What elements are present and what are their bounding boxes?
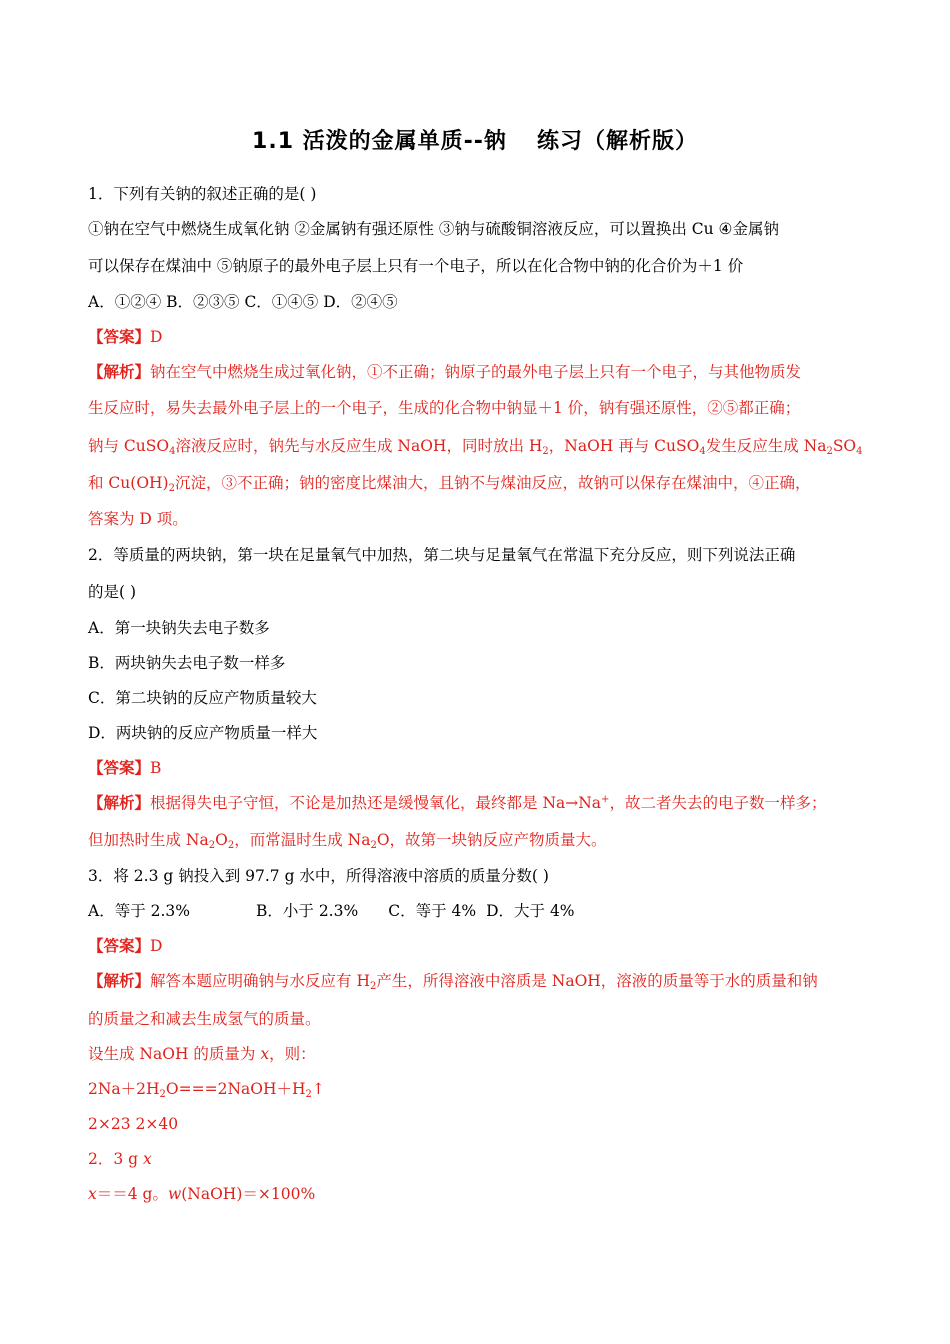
q3-ratio-line2: 2．3 g x	[88, 1150, 152, 1168]
title-main: 1.1 活泼的金属单质--钠	[252, 129, 507, 154]
q1-answer	[88, 327, 162, 347]
answer-label: 【答案】	[88, 936, 151, 955]
q1-analysis-line4: 和 $Cu(OH)_2$沉淀，③不正确；钠的密度比煤油大，且钠不与煤油反应，故钠可以保存在煤油中，④正确，	[88, 474, 811, 494]
q3-result: x＝＝4 g。w(NaOH)＝×100%	[88, 1185, 316, 1203]
q3-analysis-line1: 【解析】解答本题应明确钠与水反应有 $H_2$产生，所得溶液中溶质是 NaOH，溶液的质量等于水的质量和钠	[88, 971, 818, 992]
answer-label: 【答案】	[88, 327, 151, 346]
title-sub: 练习（解析版）	[536, 129, 698, 154]
q3-options	[88, 901, 575, 921]
q3-option-c: C．等于 4%	[388, 902, 477, 920]
q1-analysis-line3: 钠与 CuSO$_4$溶液反应时，钠先与水反应生成 NaOH，同时放出 $H_2$，NaOH 再与 CuSO$_4$发生反应生成 $Na_2SO_4$	[88, 437, 863, 457]
q1-analysis-line2: 生反应时，易失去最外电子层上的一个电子，生成的化合物中钠显＋1 价，钠有强还原性，②⑤都正确；	[88, 399, 801, 417]
q3-equation: $2Na+2H_2O===2NaOH+H_2↑$	[88, 1080, 325, 1100]
answer-value: D	[150, 937, 163, 955]
q1-statements-line1: ①钠在空气中燃烧生成氧化钠 ②金属钠有强还原性 ③钠与硫酸铜溶液反应，可以置换出 Cu ④金属钠	[88, 220, 779, 238]
q2-option-c: C．第二块钠的反应产物质量较大	[88, 689, 317, 707]
q2-stem-line2: 的是( )	[88, 583, 137, 601]
q2-answer	[88, 758, 161, 778]
analysis-label: 【解析】	[88, 793, 151, 812]
q2-option-d: D．两块钠的反应产物质量一样大	[88, 724, 318, 742]
q2-stem-line1: 2．等质量的两块钠，第一块在足量氧气中加热，第二块与足量氧气在常温下充分反应，则下列说法正确	[88, 546, 796, 564]
q2-analysis-line2: 但加热时生成 $Na_2O_2$，而常温时生成 $Na_2O$，故第一块钠反应产物质量大。	[88, 831, 607, 851]
q3-answer	[88, 936, 162, 956]
analysis-label: 【解析】	[88, 362, 151, 381]
answer-value: B	[150, 759, 162, 777]
q3-option-b: B．小于 2.3%	[256, 902, 359, 920]
q3-analysis-line3: 设生成 NaOH 的质量为 x，则：	[88, 1045, 316, 1063]
analysis-text: 钠在空气中燃烧生成过氧化钠，①不正确；钠原子的最外电子层上只有一个电子，与其他物质发	[150, 363, 802, 381]
q3-stem: 3．将 2.3 g 钠投入到 97.7 g 水中，所得溶液中溶质的质量分数( )	[88, 867, 549, 885]
q2-option-a: A．第一块钠失去电子数多	[88, 619, 270, 637]
q2-option-b: B．两块钠失去电子数一样多	[88, 654, 286, 672]
q3-option-a: A．等于 2.3%	[88, 902, 190, 920]
q1-statements-line2: 可以保存在煤油中 ⑤钠原子的最外电子层上只有一个电子，所以在化合物中钠的化合价为＋1 价	[88, 257, 744, 275]
q3-analysis-line2: 的质量之和减去生成氢气的质量。	[88, 1010, 321, 1028]
page-title	[0, 124, 950, 155]
answer-label: 【答案】	[88, 758, 151, 777]
q1-analysis-line5: 答案为 D 项。	[88, 510, 188, 528]
q1-analysis-line1	[88, 362, 801, 382]
analysis-label: 【解析】	[88, 971, 151, 990]
q2-analysis-line1: 【解析】根据得失电子守恒，不论是加热还是缓慢氧化，最终都是 Na→Na+，故二者失去的电子数一样多；	[88, 793, 827, 812]
answer-value: D	[150, 328, 163, 346]
q3-ratio-line1: 2×23 2×40	[88, 1115, 179, 1133]
q1-stem: 1．下列有关钠的叙述正确的是( )	[88, 185, 317, 203]
q1-options: A．①②④ B．②③⑤ C．①④⑤ D．②④⑤	[88, 293, 398, 311]
q3-option-d: D．大于 4%	[486, 902, 575, 920]
